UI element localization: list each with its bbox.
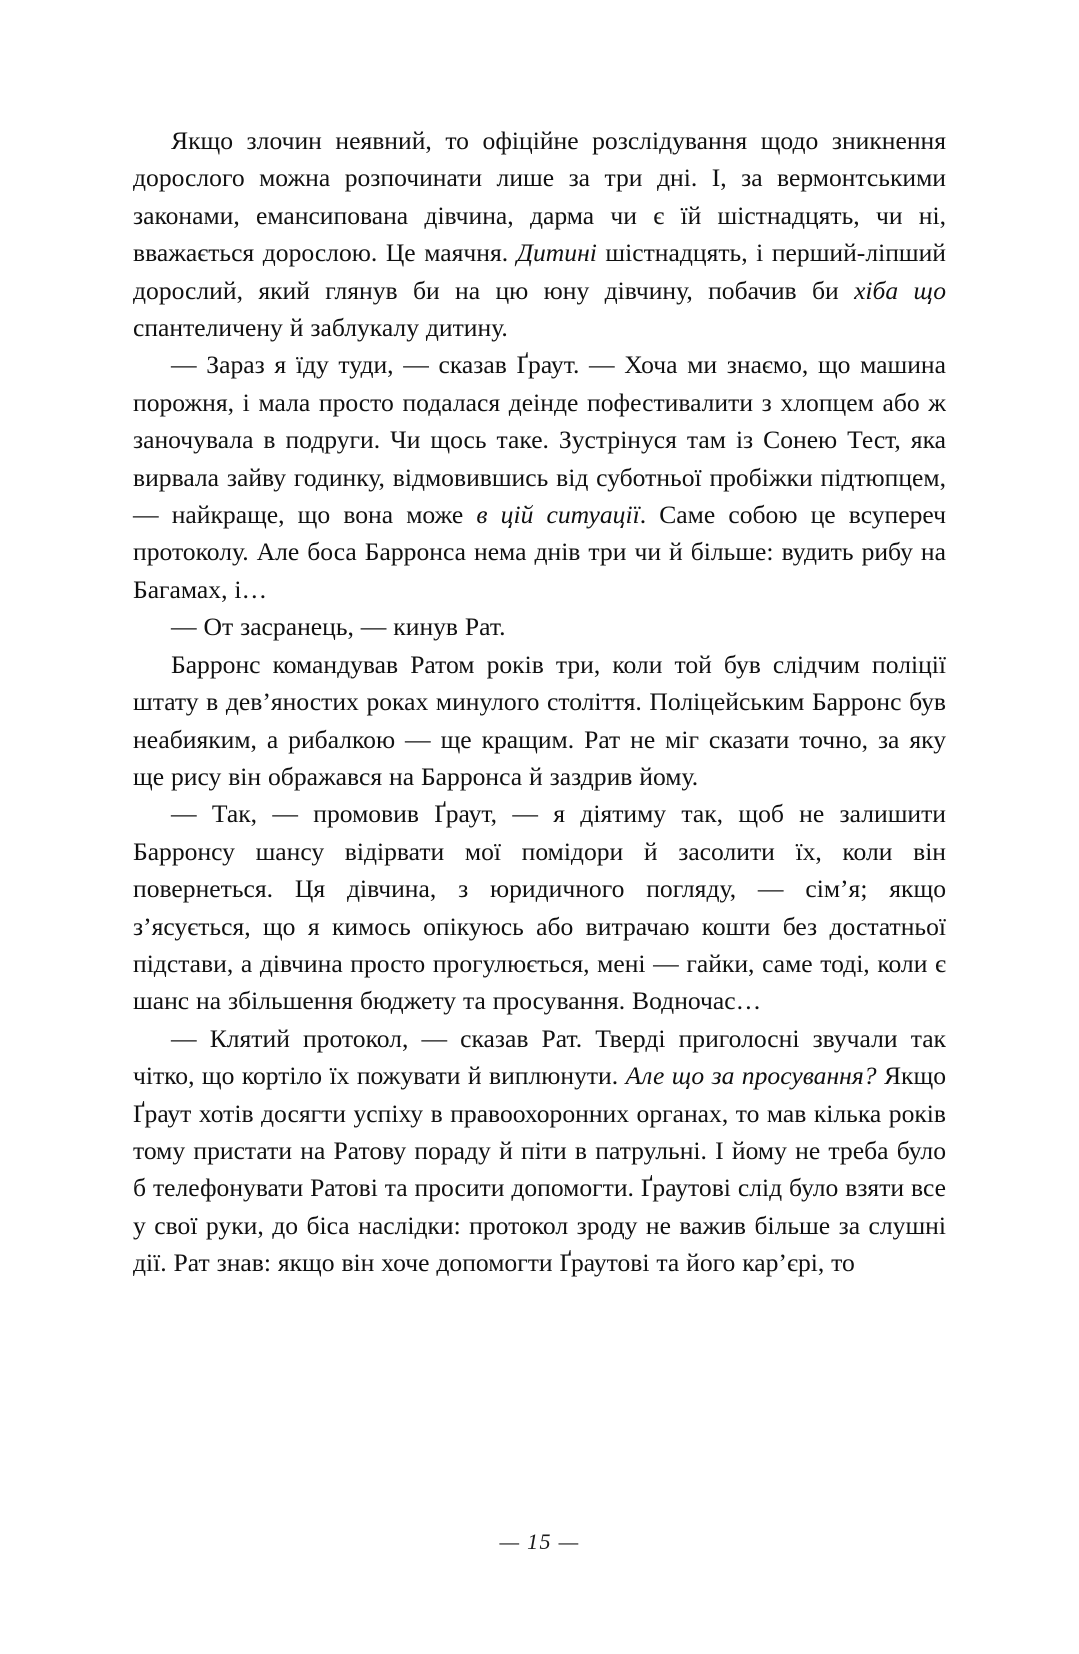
body-text-run: спантеличену й заблукалу дитину.: [133, 313, 508, 343]
body-text-run: шістнадцять, і перший-ліпший дорослий, який глянув би на цю юну дівчину, побачив би: [133, 238, 946, 305]
paragraph: [133, 1020, 946, 1282]
paragraph: [133, 795, 946, 1019]
body-text-run: — Так, — промовив Ґраут, — я діятиму так, щоб не залишити Барронсу шансу відірвати мої помідори й засолити їх, коли він повернеться. Ця дівчина, з юридичного погляду, — сім’я; якщо з’ясується, що я кимось опікуюсь або витрачаю кошти без достатньої підстави, а дівчина просто прогулюється, мені — гайки, саме тоді, коли є шанс на збільшення бюджету та просування. Водночас…: [133, 799, 946, 1016]
paragraph: [133, 122, 946, 346]
body-text-run: — Клятий протокол, — сказав Рат. Тверді приголосні звучали так чітко, що кортіло їх пожувати й виплюнути.: [133, 1023, 946, 1091]
paragraph: [133, 608, 946, 645]
page-number: — 15 —: [499, 1529, 580, 1554]
emphasis-text: Але що за просування?: [625, 1061, 877, 1091]
body-text-run: . Саме собою це всупереч протоколу. Але боса Барронса нема днів три чи й більше: вудить рибу на Багамах, і…: [133, 500, 946, 604]
paragraph: [133, 346, 946, 608]
body-text-run: — Зараз я їду туди, — сказав Ґраут. — Хоча ми знаємо, що машина порожня, і мала просто подалася деінде пофестивалити з хлопцем або ж заночувала в подруги. Чи щось таке. Зустрінуся там із Сонею Тест, яка вирвала зайву годинку, відмовившись від суботньої пробіжки підтюпцем, — найкраще, що вона може: [133, 350, 946, 530]
body-text-run: Барронс командував Ратом років три, коли той був слідчим поліції штату в дев’яностих роках минулого століття. Поліцейським Барронс був неабияким, а рибалкою — ще кращим. Рат не міг сказати точно, за яку ще рису він ображався на Барронса й заздрив йому.: [133, 649, 946, 791]
emphasis-text: в цій ситуації: [476, 500, 640, 530]
body-text-run: Якщо злочин неявний, то офіційне розслідування щодо зникнення дорослого можна розпочинати лише за три дні. І, за вермонтськими законами, емансипована дівчина, дарма чи є їй шістнадцять, чи ні, вважається дорослою. Це маячня.: [133, 126, 946, 268]
page-body-text: [133, 122, 946, 1282]
emphasis-text: Дитині: [516, 238, 597, 268]
emphasis-text: хіба що: [854, 275, 946, 305]
body-text-run: — От засранець, — кинув Рат.: [171, 612, 506, 642]
paragraph: [133, 646, 946, 796]
body-text-run: Якщо Ґраут хотів досягти успіху в правоохоронних органах, то мав кілька років тому пристати на Ратову пораду й піти в патрульні. І йому не треба було б телефонувати Ратові та просити допомогти. Ґраутові слід було взяти все у свої руки, до біса наслідки: протокол зроду не важив більше за слушні дії. Рат знав: якщо він хоче допомогти Ґраутові та його кар’єрі, то: [133, 1061, 946, 1278]
